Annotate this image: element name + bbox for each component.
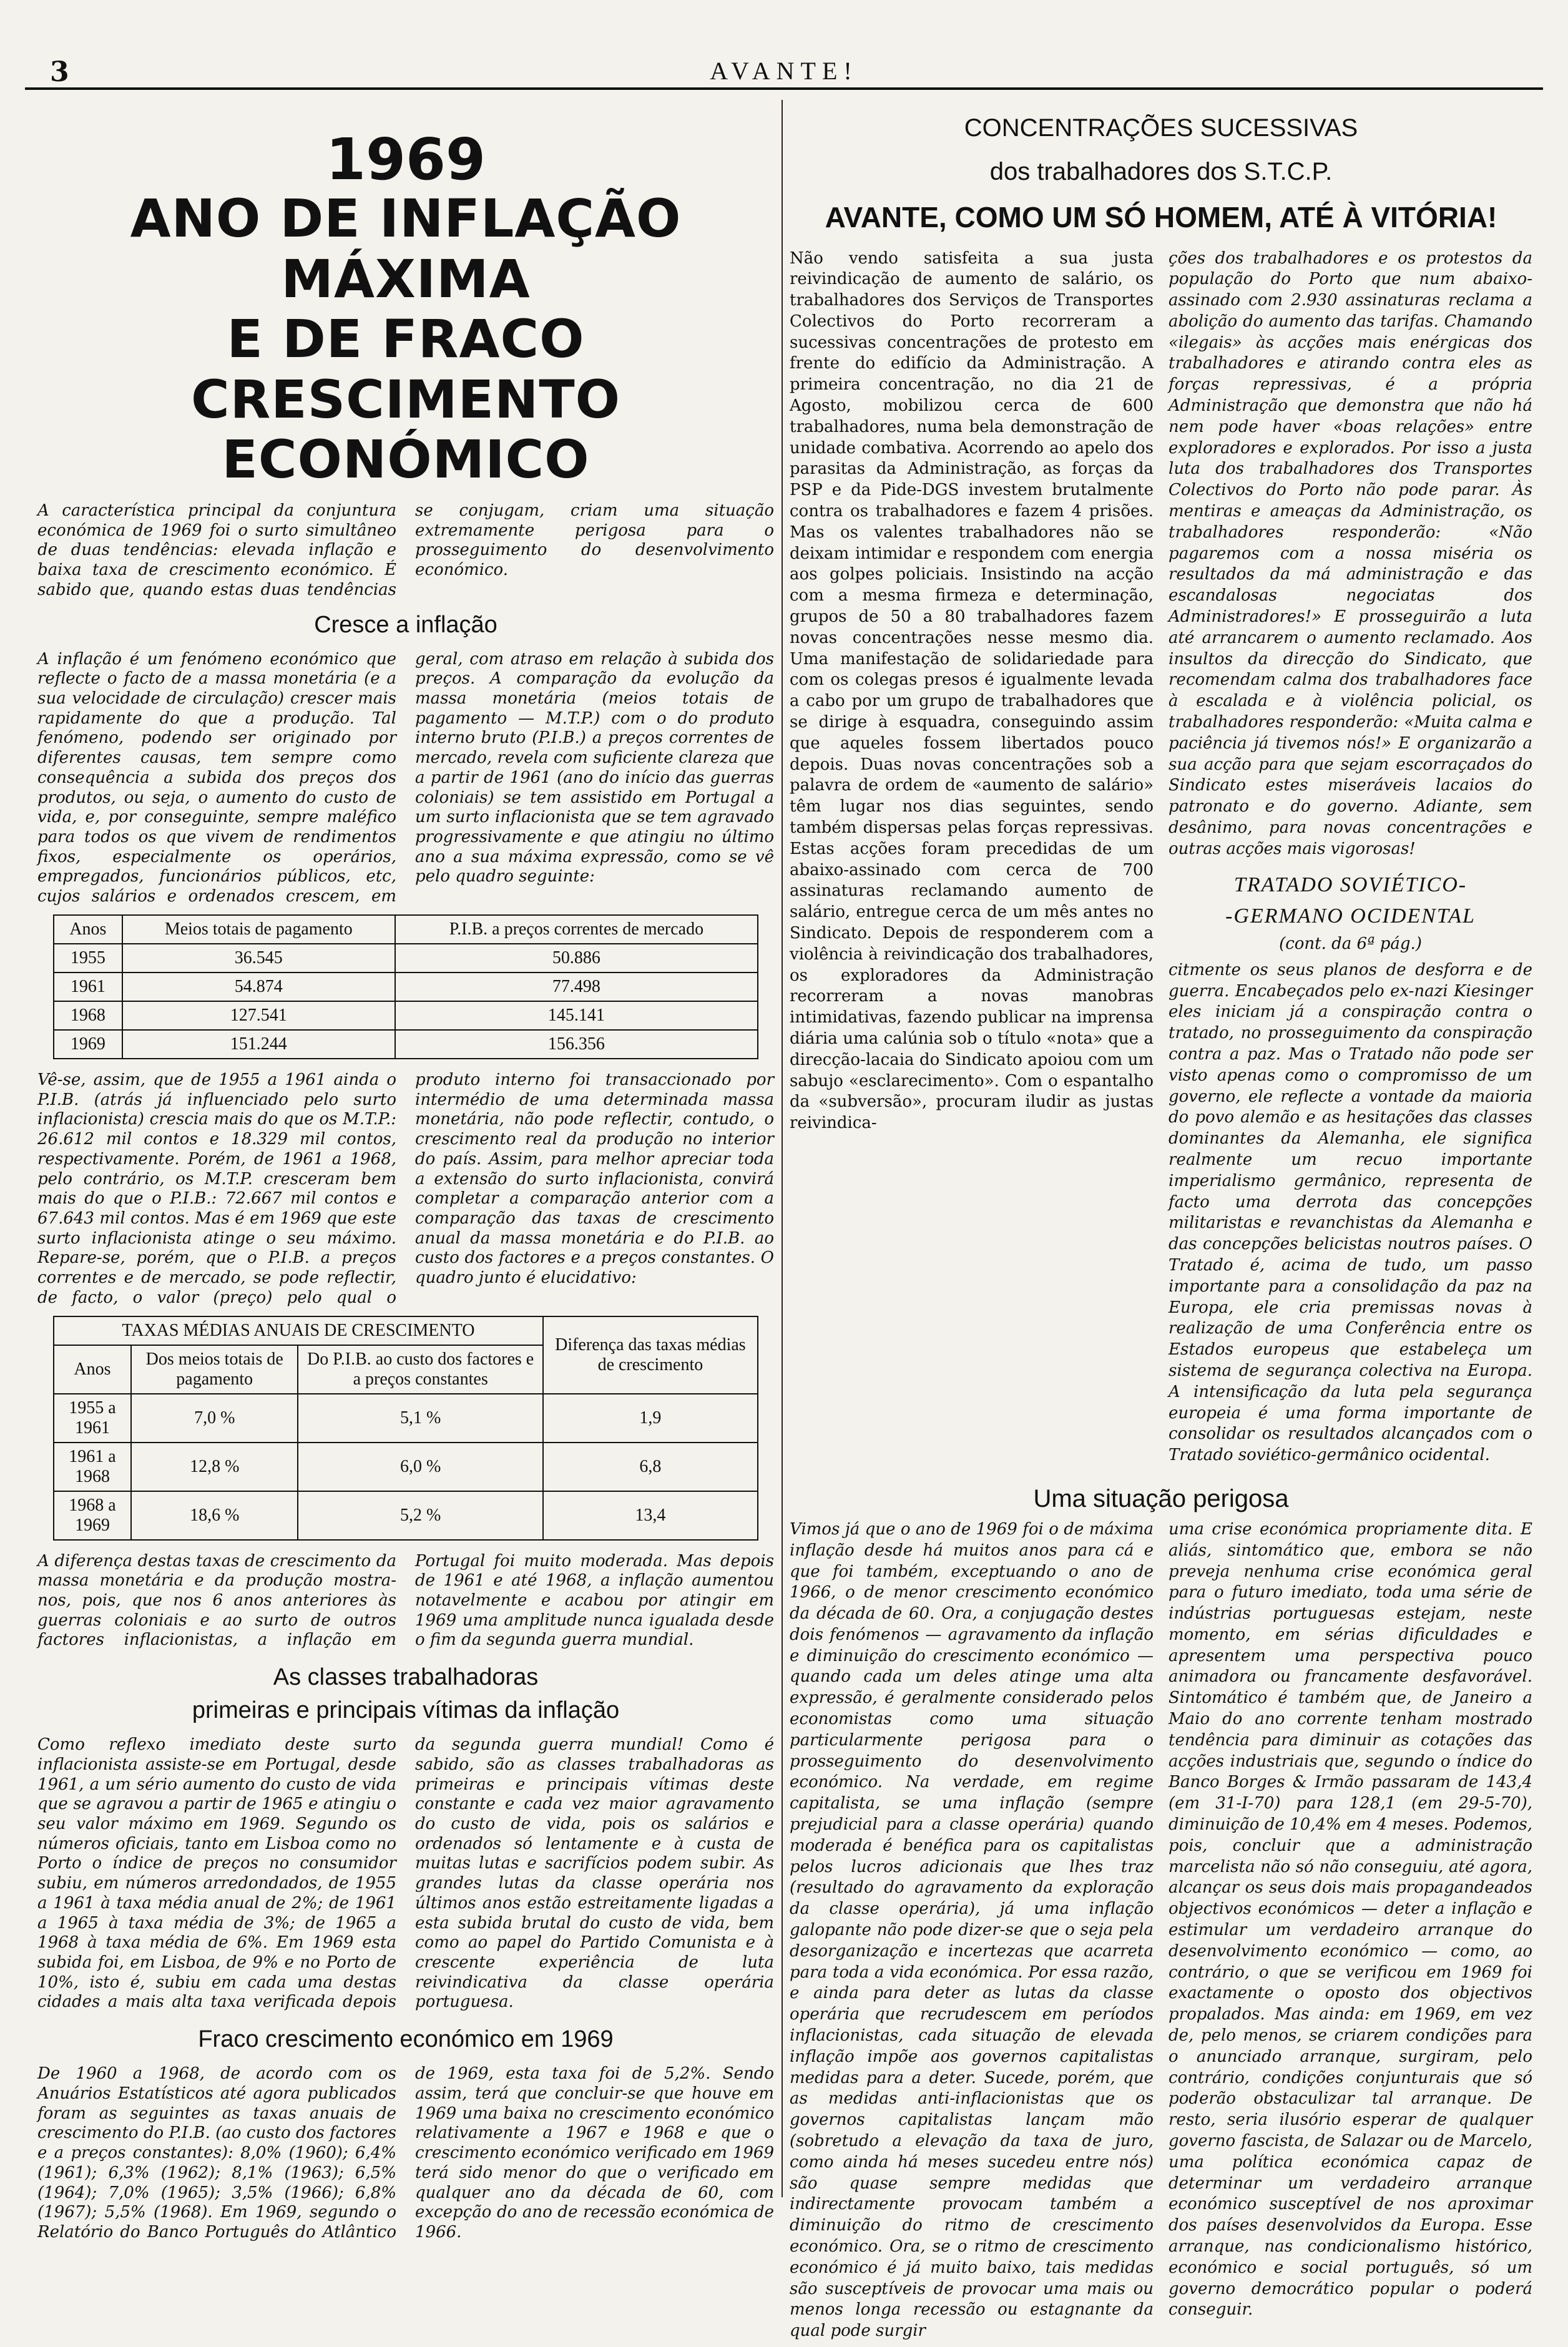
cell: 77.498 — [395, 973, 758, 1001]
table-row — [54, 973, 758, 1001]
cell: 127.541 — [122, 1001, 395, 1030]
table-row — [54, 1001, 758, 1030]
headline-line-2: E DE FRACO CRESCIMENTO ECONÓMICO — [190, 308, 621, 491]
cell: 5,1 % — [298, 1394, 542, 1443]
table-row — [54, 1394, 758, 1443]
cell: 13,4 — [543, 1491, 758, 1540]
para-2: Vê-se, assim, que de 1955 a 1961 ainda o P.I.B. (atrás já influenciado pelo surto inflacionista) crescia mais do que os M.T.P.: 26.612 mil contos e 18.329 mil contos, respectivamente. Porém, de 1961 a 1968, pelo contrário, os M.T.P. cresceram bem mais do que o P.I.B.: 72.667 mil contos e 67.643 mil contos. Mas é em 1969 que este surto inflacionista atinge o seu máximo. Repare-se, porém, que o P.I.B. a preços correntes e de mercado, se pode reflectir, de facto, o valor (preço) pelo qual o produto interno foi transaccionado por intermédio de uma determinada massa monetária, não pode reflectir, contudo, o crescimento real da produção no interior do país. Assim, para melhor apreciar toda a extensão do surto inflacionista, convirá completar a comparação anterior com a comparação das taxas de crescimento anual da massa monetária e do P.I.B. ao custo dos factores e a preços constantes. O quadro junto é elucidativo: — [37, 1070, 774, 1307]
cell: 7,0 % — [131, 1394, 298, 1443]
cell: 156.356 — [395, 1030, 758, 1059]
th-diferenca: Diferença das taxas médias de crescimento — [543, 1316, 758, 1394]
para-3: A diferença destas taxas de crescimento da massa monetária e da produção mostra-nos, pois, que nos 6 anos anteriores às guerras coloniais e ao surto de outros factores inflacionistas, a inflação em Portugal foi muito moderada. Mas depois de 1961 e até 1968, a inflação aumentou notavelmente e acabou por atingir em 1969 uma amplitude nunca igualada desde o fim da segunda guerra mundial. — [37, 1551, 774, 1650]
stcp-col-2 — [1169, 248, 1532, 1471]
subhead-inflation: Cresce a inflação — [314, 611, 497, 638]
stcp-text-1: Não vendo satisfeita a sua justa reivindicação de aumento de salário, os trabalhadores dos Serviços de Transportes Colectivos do Porto recorreram a sucessivas concentrações de protesto em frente do edifício da Administração. A primeira concentração, no dia 21 de Agosto, mobilizou cerca de 600 trabalhadores, numa bela demonstração de unidade combativa. Acorrendo ao apelo dos parasitas da Administração, as forças da PSP e da Pide-DGS investem brutalmente contra os trabalhadores e fazem 4 prisões. Mas os valentes trabalhadores não se deixam intimidar e respondem com energia aos golpes policiais. Insistindo na acção com a mesma firmeza e determinação, grupos de 50 a 80 trabalhadores fazem novas concentrações nesse mesmo dia. Uma manifestação de solidariedade para com os colegas presos é igualmente levada a cabo por um grupo de trabalhadores que se dirige à esquadra, conseguindo assim que aqueles fossem libertados pouco depois. Duas novas concentrações sob a palavra de ordem de «aumento de salário» têm lugar nos dias seguintes, sendo também dispersas pelas forças repressivas. Estas acções foram precedidas de um abaixo-assinado com cerca de 700 assinaturas reclamando aumento de salário, entregue cerca de um mês antes no Sindicato. Depois de responderem com a violência à reivindicação dos trabalhadores, os exploradores da Administração recorreram a novas manobras intimidativas, fazendo publicar na imprensa diária uma calúnia sob o título «nota» que a direcção-lacaia do Sindicato apoiou com um sabujo «esclarecimento». Com o espantalho da «subversão», procuram iludir as justas reivindica- — [790, 248, 1154, 1133]
para-5: De 1960 a 1968, de acordo com os Anuários Estatísticos até agora publicados foram as seguintes as taxas anuais de crescimento do P.I.B. (ao custo dos factores e a preços constantes): 8,0% (1960); 6,4% (1961); 6,3% (1962); 8,1% (1963); 6,5% (1964); 7,0% (1965); 3,5% (1966); 6,8% (1967); 5,5% (1968). Em 1969, segundo o Relatório do Banco Português do Atlântico de 1969, esta taxa foi de 5,2%. Sendo assim, terá que concluir-se que houve em 1969 uma baixa no crescimento económico relativamente a 1967 e 1968 e que o crescimento económico verificado em 1969 terá sido menor do que o verificado em qualquer ano da década de 60, com excepção do ano de recessão económica de 1966. — [37, 2064, 774, 2242]
stcp-col-1 — [790, 248, 1154, 1471]
body-block-1 — [37, 650, 774, 907]
para-4: Como reflexo imediato deste surto inflacionista assiste-se em Portugal, desde 1961, a um sério aumento do custo de vida que se agravou a partir de 1965 e atingiu o seu valor máximo em 1969. Segundo os números oficiais, tanto em Lisboa como no Porto o índice de preços no consumidor subiu, em números arredondados, de 1955 a 1961 à taxa média anual de 2%; de 1961 a 1965 à taxa média de 3%; de 1965 a 1968 à taxa média de 6%. Em 1969 esta subida foi, em Lisboa, de 9% e no Porto de 10%, isto é, subiu em cada uma destas cidades a mais alta taxa verificada depois da segunda guerra mundial! Como é sabido, são as classes trabalhadoras as primeiras e principais vítimas deste constante e cada vez maior agravamento do custo de vida, pois os salários e ordenados só lentamente e à custa de muitas lutas e sacrifícios podem subir. As grandes lutas da classe operária nos últimos anos estão estreitamente ligadas a esta subida brutal do custo de vida, bem como ao papel do Partido Comunista e à crescente experiência de luta reivindicativa da classe operária portuguesa. — [37, 1735, 774, 2012]
article-inflation — [37, 100, 774, 2242]
cell: 1968 a 1969 — [54, 1491, 131, 1540]
th-pib: P.I.B. a preços correntes de mercado — [395, 915, 758, 944]
page-number: 3 — [50, 56, 69, 88]
headline-line-1: ANO DE INFLAÇÃO MÁXIMA — [130, 188, 682, 310]
lead-text: A característica principal da conjuntura económica de 1969 foi o surto simultâneo de duas tendências: elevada inflação e baixa taxa de crescimento económico. É sabido que, quando estas duas tendências se conjugam, criam uma situação extremamente perigosa para o prosseguimento do desenvolvimento económico. — [37, 501, 774, 599]
cell: 1961 — [54, 973, 122, 1001]
situation-text-2: uma crise económica propriamente dita. E aliás, sintomático que, embora se não preveja nenhuma crise económica geral para o futuro imediato, toda uma série de indústrias portuguesas estejam, neste momento, em sérias dificuldades e apresentem uma perspectiva pouco animadora ou francamente desfavorável. Sintomático é também que, de Janeiro a Maio do ano corrente tenham mostrado tendência para diminuir as cotações das acções industriais que, segundo o índice do Banco Borges & Irmão passaram de 143,4 (em 31-I-70) para 128,1 (em 29-5-70), diminuição de 10,4% em 4 meses. Podemos, pois, concluir que a administração marcelista não só não conseguiu, até agora, alcançar os seus dois mais propagandeados objectivos económicos — deter a inflação e estimular um verdadeiro arranque do desenvolvimento económico — como, ao contrário, o que se verificou em 1969 foi exactamente o oposto dos objectivos propalados. Mas ainda: em 1969, em vez de, pelo menos, se criarem condições para o anunciado arranque, surgiram, pelo contrário, condições conjunturais que só poderão obstaculizar tal arranque. De resto, seria ilusório esperar de qualquer governo fascista, de Salazar ou de Marcelo, uma política económica capaz de determinar um verdadeiro arranque económico susceptível de nos aproximar dos países desenvolvidos da Europa. Esse arranque, nas condicionalismo histórico, económico e social português, só um governo democrático popular o poderá conseguir. — [1169, 1519, 1532, 2320]
table-row — [54, 1491, 758, 1540]
th-group: TAXAS MÉDIAS ANUAIS DE CRESCIMENTO — [54, 1316, 543, 1345]
treaty-text: citmente os seus planos de desforra e de guerra. Encabeçados pelo ex-nazi Kiesinger eles iniciam já a conspiração contra o tratado, no prosseguimento da conspiração contra a paz. Mas o Tratado não pode ser visto apenas como o compromisso de um governo, ele reflecte a vontade da maioria do povo alemão e as hesitações das classes dominantes da Alemanha, ele significa realmente um recuo importante imperialismo germânico, representa de facto uma derrota das concepções militaristas e revanchistas da Alemanha e das concepções belicistas noutros países. O Tratado é, acima de tudo, um passo importante para a consolidação da paz na Europa, ele cria premissas novas à realização de uma Conferência entre os Estados europeus que estabeleça um sistema de segurança colectiva na Europa. A intensificação da luta pela segurança europeia é uma forma importante de consolidar os resultados alcançados com o Tratado soviético-germânico ocidental. — [1169, 960, 1532, 1465]
situation-title: Uma situação perigosa — [1033, 1484, 1289, 1512]
cell: 1,9 — [543, 1394, 758, 1443]
situation-article — [790, 1519, 1532, 2347]
situation-col-2 — [1169, 1519, 1532, 2347]
stcp-headline-1: CONCENTRAÇÕES SUCESSIVAS — [964, 114, 1358, 142]
table-row — [54, 944, 758, 973]
th-pib: Do P.I.B. ao custo dos factores e a preços constantes — [298, 1345, 542, 1394]
cell: 1961 a 1968 — [54, 1443, 131, 1491]
table-money-vs-gdp — [53, 914, 758, 1059]
subhead-classes: As classes trabalhadoras — [273, 1664, 539, 1691]
situation-text-1: Vimos já que o ano de 1969 foi o de máxima inflação desde há muitos anos para cá e que foi também, exceptuando o ano de 1966, o de menor crescimento económico da década de 60. Ora, a conjugação destes dois fenómenos — agravamento da inflação e diminuição do crescimento económico — quando cada um deles atinge uma alta expressão, é geralmente considerado pelos economistas como uma situação particularmente perigosa para o prosseguimento do desenvolvimento económico. Na verdade, em regime capitalista, se uma inflação (sempre prejudicial para a classe operária) quando moderada é benéfica para os capitalistas pelos lucros adicionais que lhes traz (resultado do agravamento da exploração da classe operária), já uma inflação galopante não pode dizer-se que o seja pela desorganização e incertezas que acarreta para toda a vida económica. Por essa razão, e ainda para deter as lutas da classe operária que recrudescem em períodos inflacionistas, cada situação de elevada inflação impõe aos governos capitalistas medidas para a deter. Sucede, porém, que as medidas anti-inflacionistas que os governos capitalistas lançam mão (sobretudo a elevação da taxa de juro, como ainda há meses sucedeu entre nós) são quase sempre medidas que indirectamente provocam também a diminuição do ritmo de crescimento económico. Ora, se o ritmo de crescimento económico é já muito baixo, tais medidas são susceptíveis de provocar uma mais ou menos longa recessão ou estagnante da qual pode surgir — [790, 1519, 1154, 2341]
newspaper-page — [25, 19, 1543, 2341]
table-row — [54, 1030, 758, 1059]
stcp-headline-2: dos trabalhadores dos S.T.C.P. — [989, 158, 1333, 185]
subhead-growth: Fraco crescimento económico em 1969 — [198, 2026, 614, 2053]
treaty-cont: (cont. da 6ª pág.) — [1279, 934, 1422, 953]
para-1: A inflação é um fenómeno económico que reflecte o facto de a massa monetária (e a sua velocidade de circulação) crescer mais rapidamente do que a produção. Tal fenómeno, podendo ser originado por diferentes causas, tem sempre como consequência a subida dos preços dos produtos, ou seja, o aumento do custo de vida, e, por conseguinte, sempre maléfico para todos os que vivem de rendimentos fixos, especialmente os operários, empregados, funcionários públicos, etc, cujos salários e ordenados crescem, em geral, com atraso em relação à subida dos preços. A comparação da evolução da massa monetária (meios totais de pagamento — M.T.P.) com o do produto interno bruto (P.I.B.) a preços correntes de mercado, revela com suficiente clareza que a partir de 1961 (ano do início das guerras coloniais) se tem assistido em Portugal a um surto inflacionista que se tem agravado progressivamente e que atingiu no último ano a sua máxima expressão, como se vê pelo quadro seguinte: — [37, 649, 774, 906]
th-anos: Anos — [54, 915, 122, 944]
treaty-title-1: TRATADO SOVIÉTICO- — [1233, 873, 1468, 896]
cell: 6,8 — [543, 1443, 758, 1491]
body-block-3 — [37, 1552, 774, 1654]
body-block-4 — [37, 1735, 774, 2015]
cell: 18,6 % — [131, 1491, 298, 1540]
stcp-article — [790, 248, 1532, 1471]
cell: 1955 a 1961 — [54, 1394, 131, 1443]
table-growth-rates — [53, 1316, 758, 1541]
cell: 6,0 % — [298, 1443, 542, 1491]
right-column — [790, 100, 1532, 2341]
body-block-5 — [37, 2064, 774, 2245]
th-meios: Dos meios totais de pagamento — [131, 1345, 298, 1394]
body-block-2 — [37, 1071, 774, 1308]
subhead-classes-2: primeiras e principais vítimas da inflação — [192, 1697, 620, 1724]
cell: 145.141 — [395, 1001, 758, 1030]
cell: 1968 — [54, 1001, 122, 1030]
situation-col-1 — [790, 1519, 1154, 2347]
th-anos: Anos — [54, 1345, 131, 1394]
cell: 1969 — [54, 1030, 122, 1059]
cell: 54.874 — [122, 973, 395, 1001]
lead-paragraph — [37, 501, 774, 600]
table-row — [54, 1443, 758, 1491]
stcp-text-2: ções dos trabalhadores e os protestos da população do Porto que num abaixo-assinado com 2.930 assinaturas reclama a abolição do aumento das tarifas. Chamando «ilegais» às acções mais enérgicas dos trabalhadores e atirando contra eles as forças repressivas, é a própria Administração que demonstra que não há nem pode haver «boas relações» entre exploradores e explorados. Por isso a justa luta dos trabalhadores dos Transportes Colectivos do Porto não pode parar. Às mentiras e ameaças da Administração, os trabalhadores responderão: «Não pagaremos com a nossa miséria os resultados da má administração e das escandalosas negociatas dos Administradores!» E prosseguirão a luta até arrancarem o aumento reclamado. Aos insultos da direcção do Sindicato, que recomendam calma dos trabalhadores face à escalada e à violência policial, os trabalhadores responderão: «Muita calma e paciência já tivemos nós!» E organizarão a sua acção para que sejam escorraçados do Sindicato estes miseráveis lacaios do patronato e do governo. Adiante, sem desânimo, para novas concentrações e outras acções mais vigorosas! — [1169, 248, 1532, 858]
masthead — [25, 19, 1543, 90]
cell: 151.244 — [122, 1030, 395, 1059]
cell: 1955 — [54, 944, 122, 973]
cell: 50.886 — [395, 944, 758, 973]
paper-title: AVANTE! — [710, 57, 858, 85]
cell: 5,2 % — [298, 1491, 542, 1540]
headline-year: 1969 — [325, 126, 486, 193]
cell: 12,8 % — [131, 1443, 298, 1491]
stcp-headline-3: AVANTE, COMO UM SÓ HOMEM, ATÉ À VITÓRIA! — [825, 201, 1497, 233]
th-meios: Meios totais de pagamento — [122, 915, 395, 944]
cell: 36.545 — [122, 944, 395, 973]
treaty-title-2: -GERMANO OCIDENTAL — [1225, 904, 1476, 928]
column-divider — [782, 100, 783, 2197]
